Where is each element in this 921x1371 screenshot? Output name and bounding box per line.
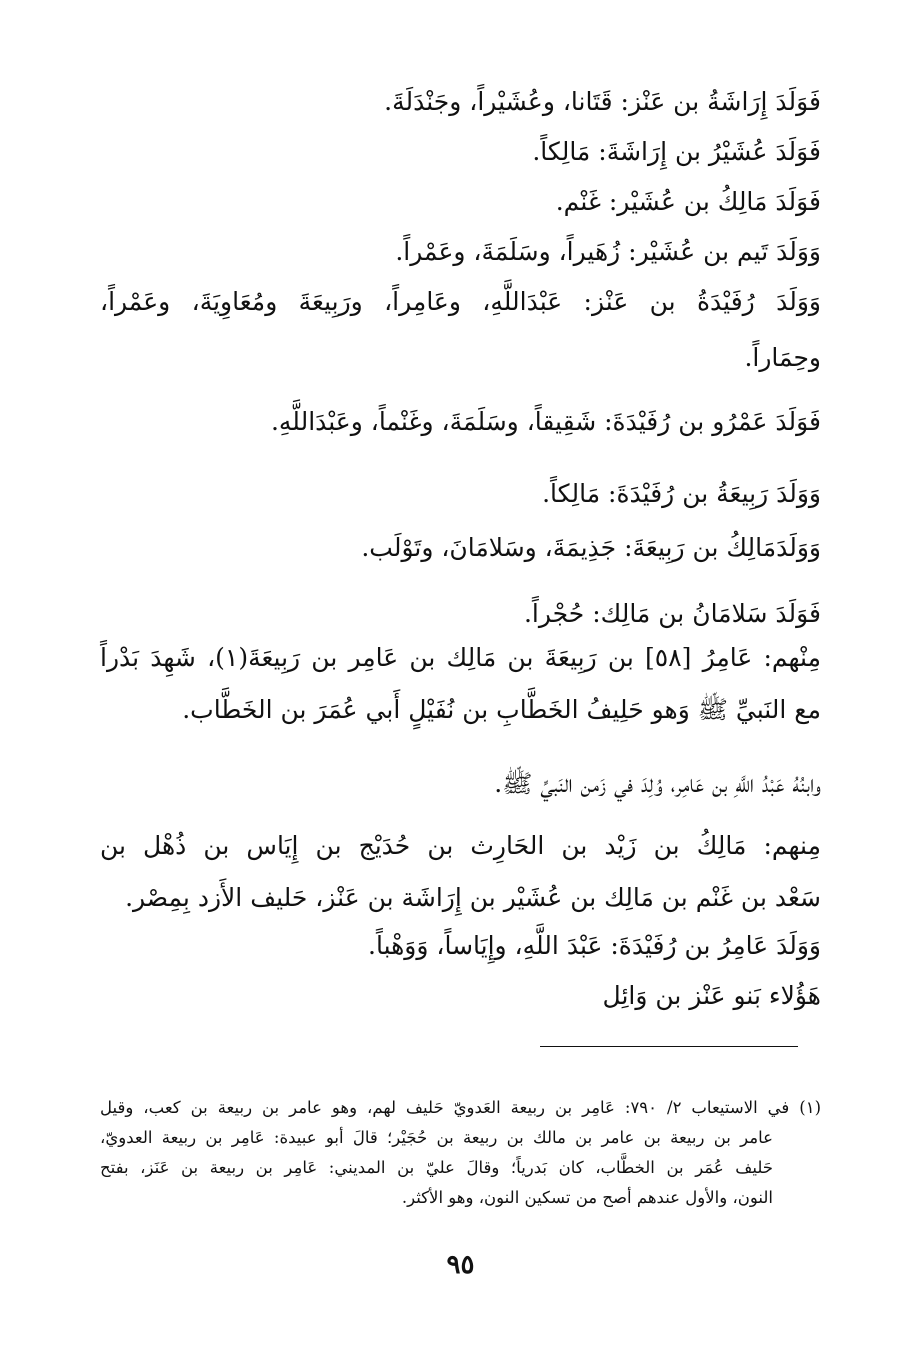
footnote-separator: [540, 1046, 798, 1047]
body-line: سَعْد بن غَنْم بن مَالِك بن عُشَيْر بن إِرَاشَة بن عَنْز، حَليف الأَزد بِمِصْر.: [125, 883, 821, 912]
body-line: فَوَلَدَ سَلامَانُ بن مَالِك: حُجْراً.: [523, 599, 821, 628]
footnote-line: حَليف عُمَر بن الخطَّاب، كان بَدرياً؛ وقالَ عليّ بن المديني: عَامِر بن ربيعة بن عَنَز، بفتح: [100, 1158, 773, 1177]
footnote-line: (١) في الاستيعاب ٢/ ٧٩٠: عَامِر بن ربيعة العَدويّ حَليف لهم، وهو عامر بن ربيعة بن كعب، وقيل: [100, 1098, 821, 1117]
body-line: وَوَلَدَ رَبِيعَةُ بن رُفَيْدَةَ: مَالِكاً.: [542, 479, 821, 508]
body-line: فَوَلَدَ عَمْرُو بن رُفَيْدَةَ: شَقِيقاً، وسَلَمَةَ، وغَنْماً، وعَبْدَاللَّهِ.: [270, 407, 821, 436]
footnote-line: النون، والأول عندهم أصح من تسكين النون، وهو الأكثر.: [401, 1188, 773, 1207]
body-line: مع النَبيِّ ﷺ وَهو حَلِيفُ الخَطَّابِ بن نُفَيْلٍ أَبي عُمَرَ بن الخَطَّاب.: [182, 695, 821, 724]
body-line: فَوَلَدَ عُشَيْرُ بن إِرَاشَةَ: مَالِكاً.: [532, 137, 821, 166]
body-line: هَؤُلاء بَنو عَنْز بن وَائِل: [602, 981, 821, 1010]
body-line: وابنُهُ عَبْدُ اللَّهِ بن عَامِر، وُلِدَ في زَمن النَبيِّ ﷺ.: [494, 769, 821, 798]
body-line: فَوَلَدَ مَالِكُ بن عُشَيْر: غَنْم.: [555, 187, 821, 216]
body-line: مِنهم: مَالِكُ بن زَيْد بن الحَارِث بن حُدَيْج بن إِيَاس بن ذُهْل بن: [100, 831, 821, 860]
page-number: ٩٥: [446, 1250, 475, 1280]
body-line: فَوَلَدَ إِرَاشَةُ بن عَنْز: قَتَانا، وعُشَيْراً، وجَنْدَلَةَ.: [384, 87, 821, 116]
body-line: وحِمَاراً.: [744, 343, 821, 372]
body-line: وَوَلَدَ عَامِرُ بن رُفَيْدَةَ: عَبْدَ اللَّهِ، وإِيَاساً، وَوَهْباً.: [368, 931, 821, 960]
body-line: وَوَلَدَ رُفَيْدَةُ بن عَنْز: عَبْدَاللَّهِ، وعَامِراً، ورَبِيعَةَ ومُعَاوِيَةَ، وعَمْراً،: [100, 287, 821, 316]
body-line: وَوَلَدَمَالِكُ بن رَبِيعَةَ: جَذِيمَةَ، وسَلامَانَ، وتَوْلَب.: [361, 533, 821, 562]
footnote-line: عامر بن ربيعة بن عامر بن مالك بن ربيعة بن حُجَيْر؛ قالَ أبو عبيدة: عَامِر بن ربيعة العدويّ،: [100, 1128, 773, 1147]
body-line: وَوَلَدَ تَيم بن عُشَيْر: زُهَيراً، وسَلَمَةَ، وعَمْراً.: [395, 237, 821, 266]
body-line: مِنْهم: عَامِرُ [٥٨] بن رَبِيعَةَ بن مَالِك بن عَامِر بن رَبِيعَةَ(١)، شَهِدَ بَدْراً: [100, 643, 821, 672]
